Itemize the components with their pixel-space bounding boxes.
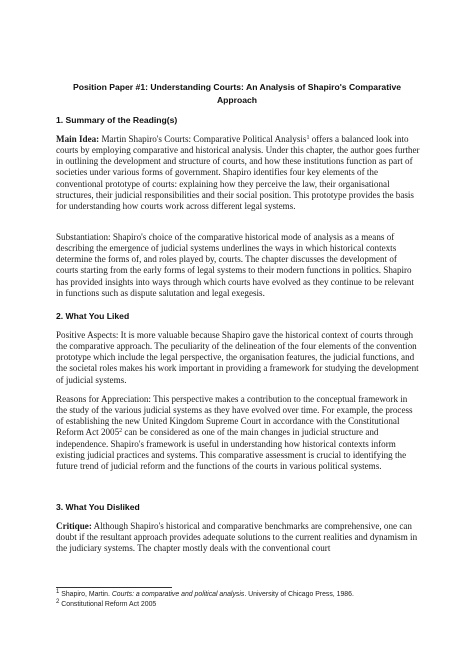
footnote-1-text-b: . University of Chicago Press, 1986.	[244, 591, 354, 598]
section-heading-liked: 2. What You Liked	[56, 311, 130, 321]
critique-label: Critique:	[56, 521, 92, 531]
main-idea-text-a: Martin Shapiro's Courts: Comparative Political Analysis	[99, 134, 307, 144]
footnote-2	[56, 600, 426, 609]
footnote-divider	[56, 587, 172, 588]
footnote-1-text-a: Shapiro, Martin.	[59, 591, 112, 598]
footnote-2-text-a: Constitutional Reform Act 2005	[59, 601, 157, 608]
main-idea-label: Main Idea:	[56, 134, 100, 144]
footnote-marker-2: 2	[56, 599, 60, 605]
section-heading-summary: 1. Summary of the Reading(s)	[56, 115, 178, 125]
document-title: Position Paper #1: Understanding Courts: An Analysis of Shapiro's Comparative Approach	[72, 82, 402, 105]
footnote-ref-2: 2	[119, 428, 123, 435]
main-idea-paragraph	[56, 134, 420, 212]
substantiation-paragraph: Substantiation: Shapiro's choice of the comparative historical mode of analysis as a means of describing the emergence of judicial systems underlines the ways in which historical contexts determine the forms of, and roles played by, courts. The chapter discusses the development of courts starting from the early forms of legal systems to their modern functions in politics. Shapiro has provided insights into ways through which courts have evolved as they continue to be relevant in functions such as dispute salutation and legal exegesis.	[56, 232, 414, 298]
critique-paragraph	[56, 521, 420, 554]
appreciation-paragraph	[56, 394, 420, 472]
footnote-marker-1: 1	[56, 589, 60, 595]
appreciation-text-a: Reasons for Appreciation: This perspective makes a contribution to the conceptual framework in the study of the various judicial systems as they have evolved over time. For example, the process of establishing the new United Kingdom Supreme Court in accordance with the Constitutional Reform Act 2005	[56, 394, 413, 438]
positive-aspects-paragraph: Positive Aspects: It is more valuable because Shapiro gave the historical context of courts through the comparative approach. The peculiarity of the delineation of the four elements of the convention prototype which include the legal perspective, the organisation features, the judicial functions, and the societal roles makes his work important in providing a framework for studying the development of judicial systems.	[56, 330, 419, 385]
section-heading-disliked: 3. What You Disliked	[56, 502, 140, 512]
footnote-1	[56, 590, 426, 599]
appreciation-text-b: can be considered as one of the main changes in judicial structure and independence. Shapiro's framework is useful in understanding how historical contexts inform existing judicial practices and systems. This comparative assessment is crucial to identifying the future trend of judicial reform and the functions of the courts in various political systems.	[56, 427, 407, 471]
main-idea-text-b: offers a balanced look into courts by employing comparative and historical analysis. Under this chapter, the author goes further in outlining the development and structure of courts, and how these institutions function as part of societies under various forms of government. Shapiro identifies four key elements of the conventional prototype of courts: explaining how they perceive the law, their organisational structures, their judicial responsibilities and their social position. This prototype provides the basis for understanding how courts work across different legal systems.	[56, 134, 420, 211]
footnote-1-title: Courts: a comparative and political analysis	[111, 591, 245, 598]
critique-text: Although Shapiro's historical and comparative benchmarks are comprehensive, one can doubt if the resultant approach provides adequate solutions to the current realities and dynamism in the judiciary systems. The chapter mostly deals with the conventional court	[56, 521, 418, 554]
footnote-ref-1: 1	[306, 135, 310, 141]
